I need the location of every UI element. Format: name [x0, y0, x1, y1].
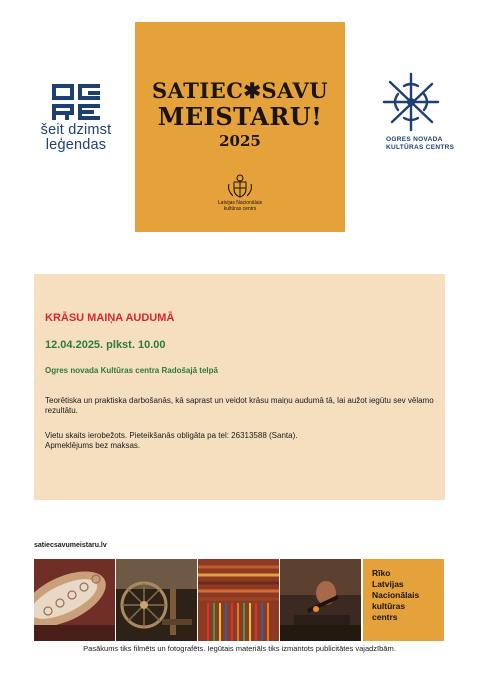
coat-of-arms-icon	[225, 172, 255, 200]
site-url-link[interactable]: satiecsavumeistaru.lv	[34, 542, 107, 549]
woven-fabric-photo	[198, 559, 279, 641]
event-datetime: 12.04.2025. plkst. 10.00	[45, 339, 166, 351]
organizer-line: Rīko	[372, 568, 391, 578]
poster-title-line2: MEISTARU!	[157, 102, 323, 131]
ogre-tagline-line2: leģendas	[45, 137, 107, 153]
ogre-logo	[30, 84, 122, 154]
disclaimer-text: Pasākums tiks filmēts un fotografēts. Iegūtais materiāls tiks izmantots publicitātes vajadzībām.	[83, 644, 396, 653]
organizer-line: Nacionālais	[372, 590, 420, 600]
okc-name-line2: KULTŪRAS CENTRS	[386, 144, 455, 151]
event-description: Teorētiska un praktiska darbošanās, kā saprast un veidot krāsu maiņu audumā tā, lai aužot iegūtu sev vēlamo rezultātu.	[45, 396, 434, 415]
lace-photo	[34, 559, 115, 641]
poster-title-line1: SATIEC✱SAVU	[151, 78, 329, 103]
poster-org-line2: kultūras centrs	[223, 206, 257, 212]
ogre-brand-mark-icon	[50, 84, 102, 120]
ogre-tagline-line1: šeit dzimst	[40, 122, 112, 138]
event-title: KRĀSU MAIŅA AUDUMĀ	[45, 312, 175, 324]
event-venue: Ogres novada Kultūras centra Radošajā telpā	[45, 366, 218, 375]
event-info-box	[34, 274, 445, 500]
organizer-line: Latvijas	[372, 579, 404, 589]
organizer-box	[363, 559, 444, 641]
okc-name-line1: OGRES NOVADA	[386, 136, 443, 143]
blacksmith-photo	[280, 559, 361, 641]
poster-org-line1: Latvijas Nacionālais	[217, 200, 263, 206]
event-price-note: Apmeklējums bez maksas.	[45, 441, 141, 450]
spinning-wheel-photo	[116, 559, 197, 641]
poster-cover	[135, 22, 345, 232]
event-registration: Vietu skaits ierobežots. Pieteikšanās obligāta pa tel: 26313588 (Santa).	[45, 431, 298, 440]
ogres-kulturas-centrs-logo	[378, 72, 460, 154]
photo-strip	[34, 559, 363, 641]
organizer-line: centrs	[372, 612, 398, 622]
compass-star-icon	[380, 72, 442, 132]
organizer-line: kultūras	[372, 601, 406, 611]
poster-year: 2025	[219, 132, 261, 150]
